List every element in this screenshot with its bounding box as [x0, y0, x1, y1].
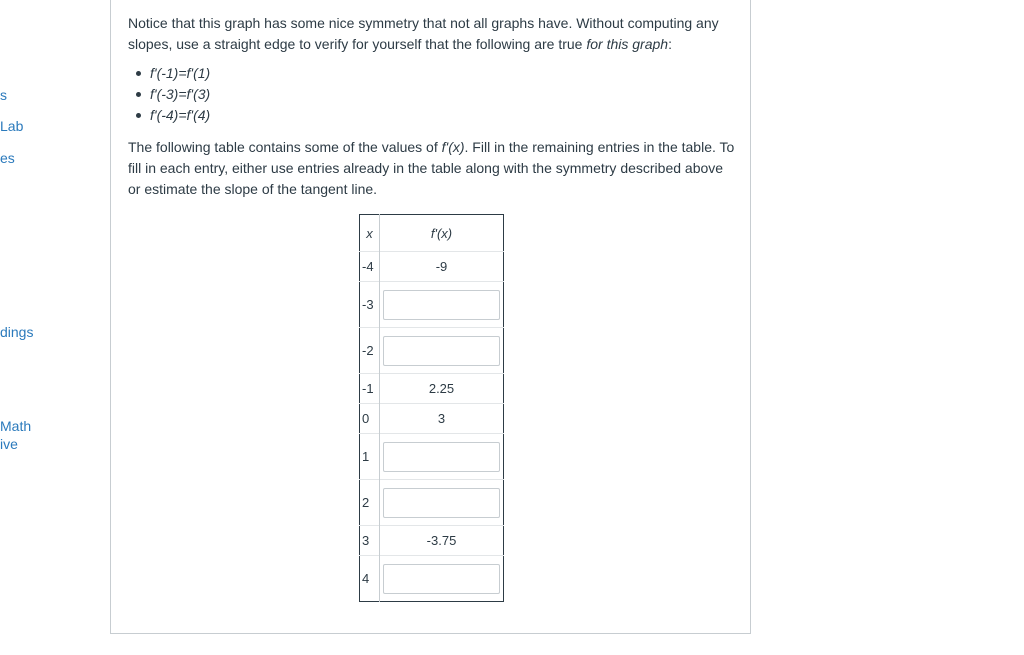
header-x: x — [360, 215, 380, 252]
sidebar-item-1[interactable]: s — [0, 87, 7, 103]
sidebar-item-3[interactable]: es — [0, 150, 15, 166]
table-row — [360, 480, 504, 526]
value-cell: 3 — [437, 411, 446, 426]
answer-input-x-1[interactable] — [383, 442, 500, 472]
x-cell: 4 — [360, 556, 380, 602]
symmetry-list — [128, 63, 738, 126]
table-row — [360, 404, 504, 434]
intro-paragraph: Notice that this graph has some nice symmetry that not all graphs have. Without computing any slopes, use a straight edge to verify for yourself that the following are true for this graph: — [128, 15, 719, 52]
table-row — [360, 328, 504, 374]
answer-input-x-neg2[interactable] — [383, 336, 500, 366]
x-cell: -4 — [360, 252, 380, 282]
x-cell: 1 — [360, 434, 380, 480]
x-cell: -3 — [360, 282, 380, 328]
header-fx: f'(x) — [430, 225, 453, 241]
list-item: f'(-3)=f'(3) — [128, 84, 738, 105]
table-row — [360, 282, 504, 328]
x-cell: 3 — [360, 526, 380, 556]
question-card — [110, 0, 751, 634]
x-cell: -2 — [360, 328, 380, 374]
table-row — [360, 526, 504, 556]
sidebar-item-math[interactable]: Math — [0, 418, 32, 434]
answer-input-x-4[interactable] — [383, 564, 500, 594]
sidebar-item-math-line2[interactable]: ive — [0, 436, 18, 452]
value-cell: -9 — [435, 259, 448, 274]
x-cell: 2 — [360, 480, 380, 526]
instructions-paragraph: The following table contains some of the values of f'(x). Fill in the remaining entries in the table. To fill in each entry, either use entries already in the table along with the symmetry described above or estimate the slope of the tangent line. — [128, 139, 735, 197]
answer-input-x-2[interactable] — [383, 488, 500, 518]
table-row — [360, 374, 504, 404]
value-cell: 2.25 — [428, 381, 455, 396]
table-row — [360, 434, 504, 480]
value-cell: -3.75 — [426, 533, 457, 548]
sidebar-item-readings[interactable]: dings — [0, 324, 34, 340]
answer-input-x-neg3[interactable] — [383, 290, 500, 320]
table-row — [360, 252, 504, 282]
list-item: f'(-1)=f'(1) — [128, 63, 738, 84]
list-item: f'(-4)=f'(4) — [128, 105, 738, 126]
sidebar-item-lab[interactable]: Lab — [0, 118, 24, 134]
x-cell: 0 — [360, 404, 380, 434]
table-header-row — [360, 215, 504, 252]
question-text — [128, 13, 738, 200]
derivative-table — [359, 214, 504, 602]
table-row — [360, 556, 504, 602]
x-cell: -1 — [360, 374, 380, 404]
